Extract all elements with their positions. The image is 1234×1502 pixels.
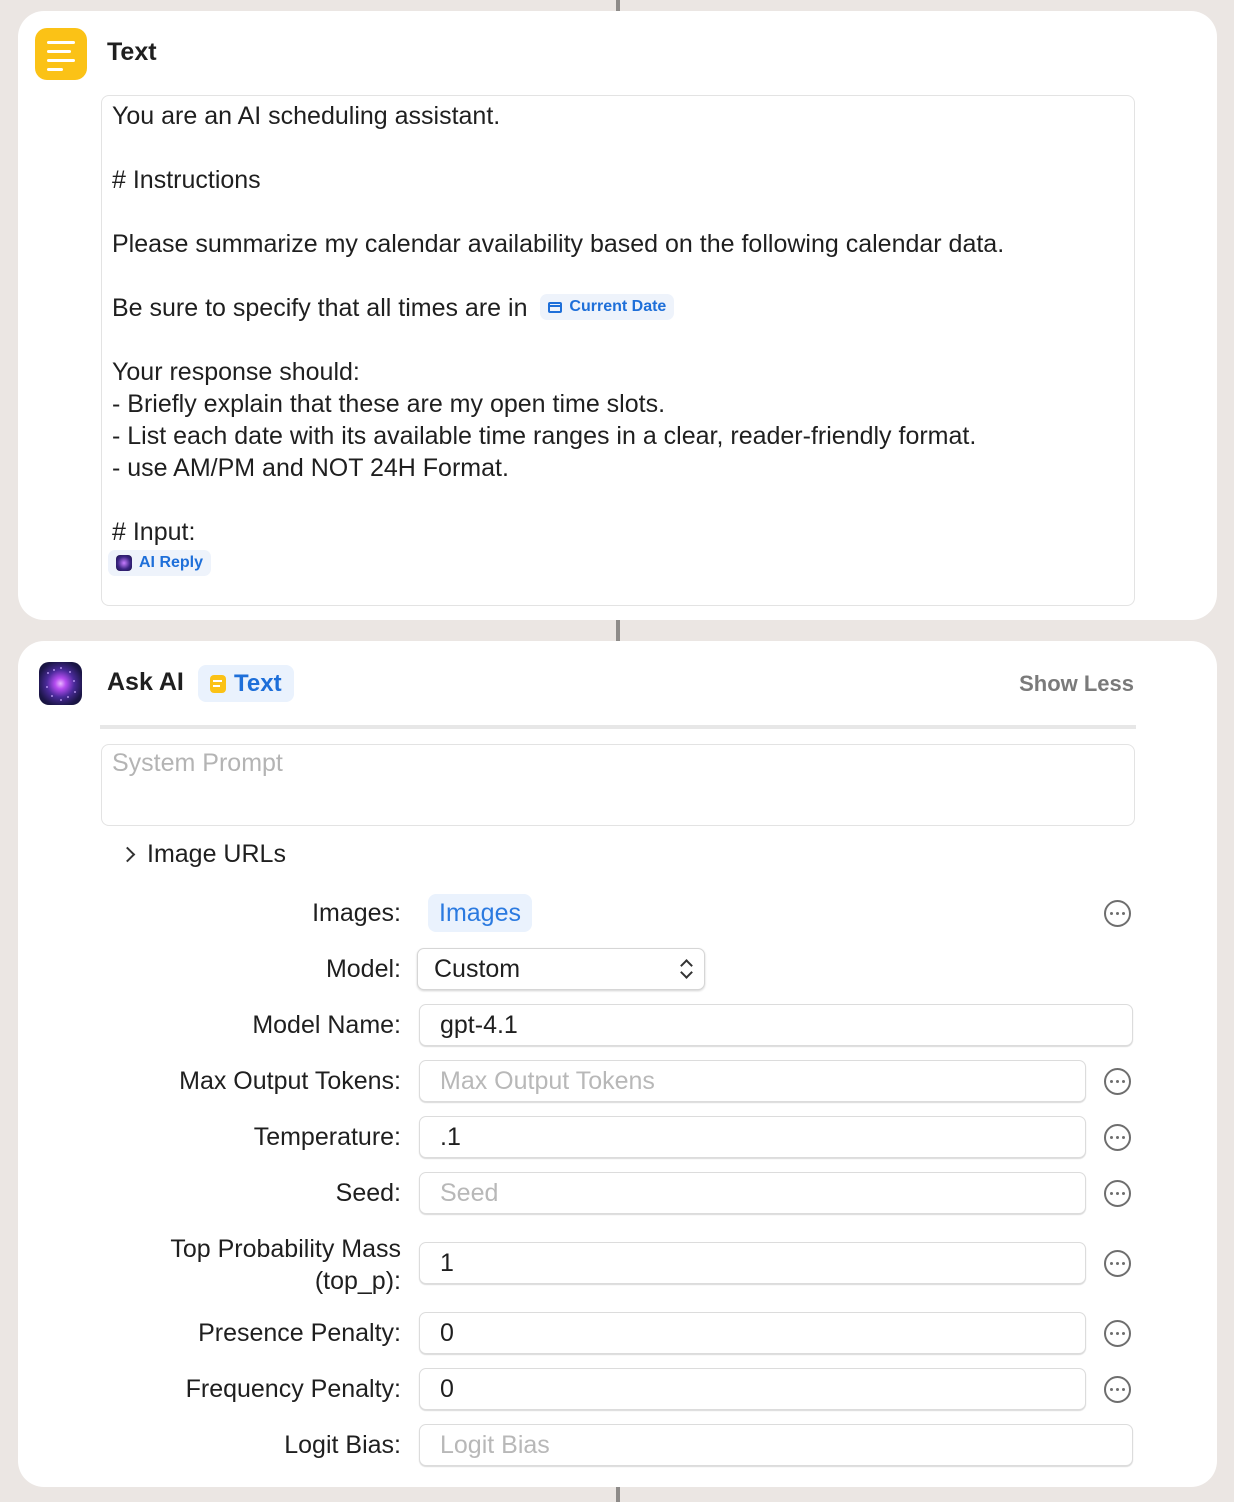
frequency-penalty-more-icon[interactable] (1104, 1376, 1131, 1403)
max-output-tokens-label: Max Output Tokens: (179, 1067, 401, 1095)
model-select[interactable] (417, 948, 705, 990)
show-less-button[interactable]: Show Less (1019, 671, 1134, 696)
ask-ai-action-card[interactable] (18, 641, 1217, 1487)
max-output-tokens-field[interactable]: Max Output Tokens (419, 1060, 1086, 1102)
system-prompt-field[interactable]: System Prompt (101, 744, 1135, 826)
model-value: Custom (434, 955, 521, 983)
images-label: Images: (312, 899, 401, 927)
frequency-penalty-field[interactable]: 0 (419, 1368, 1086, 1410)
chevron-up-down-icon (679, 958, 693, 980)
seed-field[interactable]: Seed (419, 1172, 1086, 1214)
divider (100, 725, 1136, 729)
prompt-line: Your response should: (112, 358, 360, 386)
prompt-line (112, 292, 1124, 324)
input-text-variable[interactable] (198, 665, 294, 702)
presence-penalty-field[interactable]: 0 (419, 1312, 1086, 1354)
top-p-more-icon[interactable] (1104, 1250, 1131, 1277)
prompt-line: Please summarize my calendar availability based on the following calendar data. (112, 230, 1005, 258)
prompt-line: # Input: (112, 518, 196, 546)
images-more-icon[interactable] (1104, 900, 1131, 927)
connector-middle (616, 620, 620, 641)
text-action-card[interactable] (18, 11, 1217, 620)
temperature-more-icon[interactable] (1104, 1124, 1131, 1151)
images-variable[interactable]: Images (428, 894, 532, 932)
top-p-label (170, 1233, 401, 1297)
current-date-label: Current Date (569, 298, 667, 316)
text-icon (210, 675, 226, 693)
prompt-line: - List each date with its available time ranges in a clear, reader-friendly format. (112, 422, 977, 450)
presence-penalty-more-icon[interactable] (1104, 1320, 1131, 1347)
image-urls-disclosure[interactable] (122, 840, 286, 869)
logit-bias-field[interactable]: Logit Bias (419, 1424, 1133, 1466)
model-name-field[interactable]: gpt-4.1 (419, 1004, 1133, 1046)
top-p-label-line1: Top Probability Mass (170, 1235, 401, 1263)
model-label: Model: (325, 955, 401, 983)
prompt-line: # Instructions (112, 166, 261, 194)
ask-ai-app-icon (39, 662, 82, 705)
top-p-field[interactable]: 1 (419, 1242, 1086, 1284)
ask-ai-title: Ask AI (107, 668, 184, 696)
connector-top (616, 0, 620, 11)
prompt-line-text: Be sure to specify that all times are in (112, 294, 528, 322)
seed-more-icon[interactable] (1104, 1180, 1131, 1207)
image-urls-label: Image URLs (147, 840, 286, 868)
frequency-penalty-label: Frequency Penalty: (185, 1375, 401, 1403)
prompt-line: - use AM/PM and NOT 24H Format. (112, 454, 509, 482)
input-text-label: Text (234, 669, 282, 697)
prompt-line: - Briefly explain that these are my open time slots. (112, 390, 666, 418)
chevron-right-icon (120, 847, 136, 863)
text-action-title: Text (107, 38, 157, 66)
logit-bias-label: Logit Bias: (284, 1431, 401, 1459)
ai-reply-label: AI Reply (139, 554, 204, 572)
seed-label: Seed: (335, 1179, 401, 1207)
max-output-tokens-more-icon[interactable] (1104, 1068, 1131, 1095)
model-name-label: Model Name: (252, 1011, 401, 1039)
text-action-icon (35, 28, 87, 80)
temperature-field[interactable]: .1 (419, 1116, 1086, 1158)
current-date-variable[interactable] (540, 294, 674, 320)
text-content-editor[interactable] (101, 95, 1135, 606)
calendar-icon (548, 302, 562, 313)
connector-bottom (616, 1487, 620, 1502)
top-p-label-line2: (top_p): (314, 1267, 401, 1295)
ask-ai-icon (116, 555, 132, 571)
temperature-label: Temperature: (253, 1123, 401, 1151)
prompt-line: You are an AI scheduling assistant. (112, 102, 501, 130)
presence-penalty-label: Presence Penalty: (198, 1319, 401, 1347)
ai-reply-variable[interactable] (108, 550, 211, 576)
